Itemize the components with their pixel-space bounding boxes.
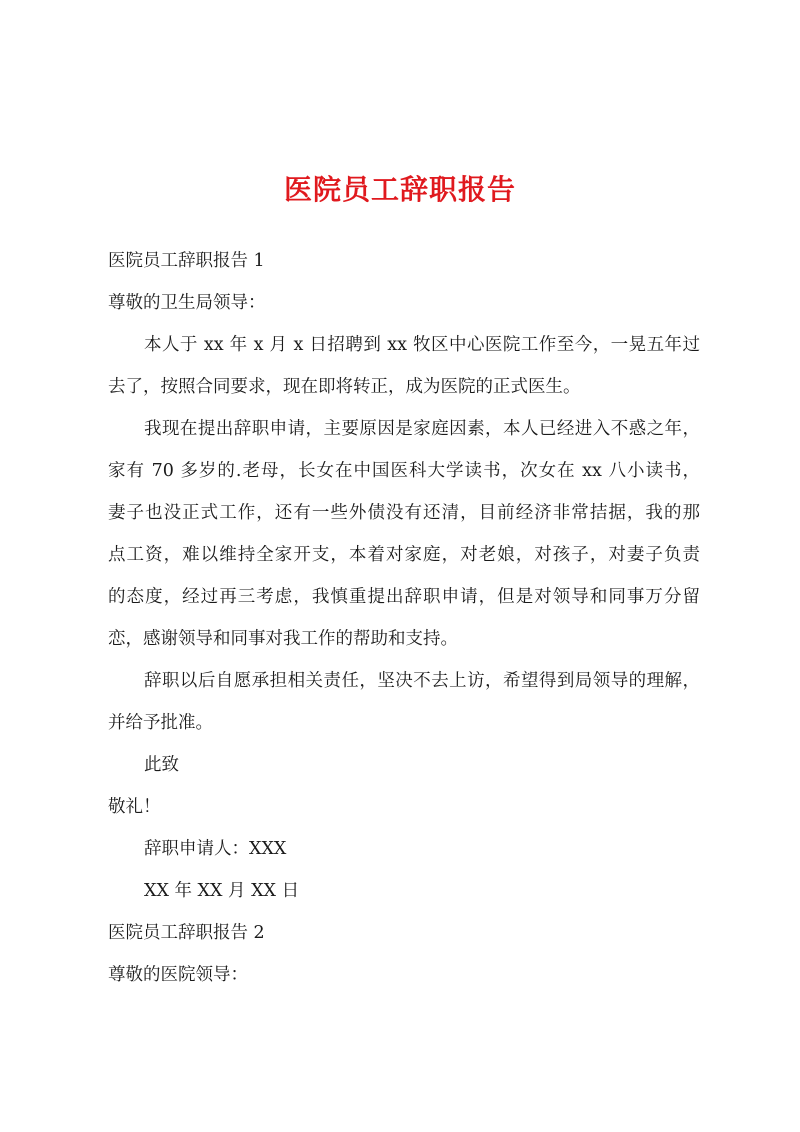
paragraph-line: 本人于 xx 年 x 月 x 日招聘到 xx 牧区中心医院工作至今，一晃五年过 — [144, 335, 700, 355]
paragraph-line: 妻子也没正式工作，还有一些外债没有还清，目前经济非常拮据，我的那 — [108, 503, 700, 523]
closing-line: 此致 — [144, 755, 179, 775]
paragraph-line: 恋，感谢领导和同事对我工作的帮助和支持。 — [108, 629, 458, 649]
date-line: XX 年 XX 月 XX 日 — [144, 881, 300, 901]
section-heading-2: 医院员工辞职报告 2 — [108, 923, 265, 943]
paragraph-line: 我现在提出辞职申请，主要原因是家庭因素，本人已经进入不惑之年， — [144, 419, 700, 439]
section-heading-1: 医院员工辞职报告 1 — [108, 251, 265, 271]
signature-line: 辞职申请人：XXX — [144, 839, 287, 859]
salutation-2: 尊敬的医院领导： — [108, 965, 248, 985]
paragraph-line: 并给予批准。 — [108, 713, 213, 733]
paragraph-line: 辞职以后自愿承担相关责任，坚决不去上访，希望得到局领导的理解， — [144, 671, 700, 691]
document-body — [108, 240, 700, 996]
paragraph-line: 的态度，经过再三考虑，我慎重提出辞职申请，但是对领导和同事万分留 — [108, 587, 700, 607]
closing-line: 敬礼！ — [108, 797, 161, 817]
document-title: 医院员工辞职报告 — [283, 173, 516, 206]
salutation-1: 尊敬的卫生局领导： — [108, 293, 266, 313]
paragraph-line: 点工资，难以维持全家开支，本着对家庭，对老娘，对孩子，对妻子负责 — [108, 545, 700, 565]
paragraph-line: 家有 70 多岁的.老母，长女在中国医科大学读书，次女在 xx 八小读书， — [108, 461, 700, 481]
paragraph-line: 去了，按照合同要求，现在即将转正，成为医院的正式医生。 — [108, 377, 581, 397]
